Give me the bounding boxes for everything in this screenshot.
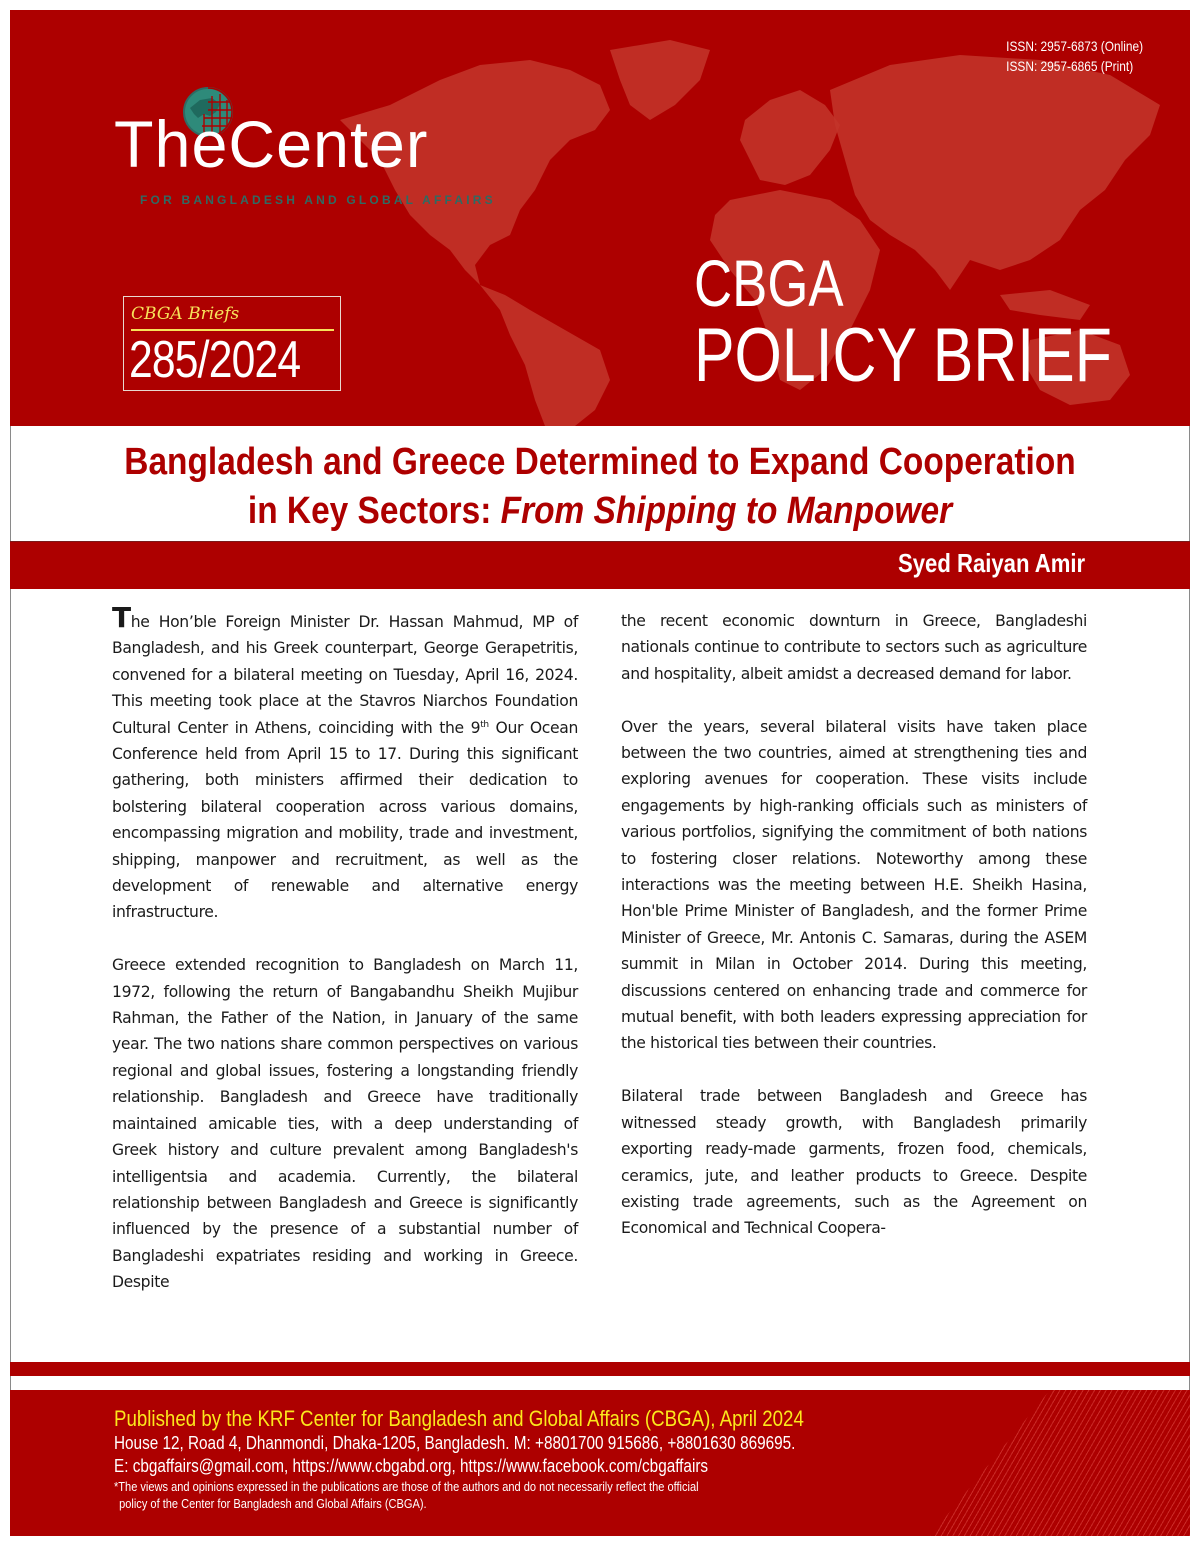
footer [10,1390,1190,1536]
disclaimer-line-1: *The views and opinions expressed in the publications are those of the authors and do not necessarily reflect the official [114,1479,699,1494]
left-column [112,601,578,1322]
issn-online: ISSN: 2957-6873 (Online) [1006,38,1143,54]
issn-info [1006,36,1143,76]
publisher-line: Published by the KRF Center for Bangladesh and Global Affairs (CBGA), April 2024 [114,1406,804,1431]
article-title [10,438,1190,536]
disclaimer-line-2: policy of the Center for Bangladesh and Global Affairs (CBGA). [119,1496,427,1511]
logo-subtitle: FOR BANGLADESH AND GLOBAL AFFAIRS [140,193,496,207]
paragraph: the recent economic downturn in Greece, Bangladeshi nationals continue to contribute to sectors such as agriculture and hospitality, albeit amidst a decreased demand for labor. [621,612,1087,683]
right-column [621,608,1087,1268]
header-banner [10,10,1190,426]
article-body [112,601,1087,1360]
publication-title-top: CBGA [694,246,844,320]
article-title-plain: in Key Sectors: [247,490,501,532]
publication-title-bottom: POLICY BRIEF [694,313,1112,398]
footer-divider-bar [10,1362,1190,1376]
brief-number-box [123,296,341,391]
footer-text [114,1406,1014,1512]
drop-cap: T [112,601,131,634]
paragraph: Bilateral trade between Bangladesh and Greece has witnessed steady growth, with Bangladesh primarily exporting ready-made garments, frozen food, chemicals, ceramics, jute, and leather products to Greece. Despite existing trade agreements, such as the Agreement on Economical and Technical Coopera- [621,1087,1087,1238]
brief-series-label: CBGA Briefs [131,304,240,324]
article-title-italic: From Shipping to Manpower [500,490,953,532]
article-title-line-1: Bangladesh and Greece Determined to Expand Cooperation [124,441,1076,483]
author-band [10,541,1190,589]
brief-number: 285/2024 [129,331,301,389]
address-line: House 12, Road 4, Dhanmondi, Dhaka-1205, Bangladesh. M: +8801700 915686, +8801630 869695. [114,1433,796,1453]
article-title-line-2 [81,487,1119,536]
paragraph: The Hon’ble Foreign Minister Dr. Hassan Mahmud, MP of Bangladesh, and his Greek counterpart, George Gerapetritis, convened for a bilateral meeting on Tuesday, April 16, 2024. This meeting took place at the Stavros Niarchos Foundation Cultural Center in Athens, coinciding with the 9th Our Ocean Conference held from April 15 to 17. During this significant gathering, both ministers affirmed their dedication to bolstering bilateral cooperation across various domains, encompassing migration and mobility, trade and investment, shipping, manpower and recruitment, as well as the development of renewable and alternative energy infrastructure. [112,601,578,922]
author-name: Syed Raiyan Amir [897,548,1085,578]
issn-print: ISSN: 2957-6865 (Print) [1006,58,1134,74]
contact-line: E: cbgaffairs@gmail.com, https://www.cbgabd.org, https://www.facebook.com/cbgaffairs [114,1456,709,1476]
paragraph: Over the years, several bilateral visits have taken place between the two countries, aimed at strengthening ties and exploring avenues for cooperation. These visits include engagements by high-ranking officials such as ministers of various portfolios, signifying the commitment of both nations to fostering closer relations. Noteworthy among these interactions was the meeting between H.E. Sheikh Hasina, Hon'ble Prime Minister of Bangladesh, and the former Prime Minister of Greece, Mr. Antonis C. Samaras, during the ASEM summit in Milan in October 2014. During this meeting, discussions centered on enhancing trade and commerce for mutual benefit, with both leaders expressing appreciation for the historical ties between their countries. [621,717,1087,1053]
paragraph: Greece extended recognition to Bangladesh on March 11, 1972, following the return of Bangabandhu Sheikh Mujibur Rahman, the Father of the Nation, in January of the same year. The two nations share common perspectives on various regional and global issues, fostering a longstanding friendly relationship. Bangladesh and Greece have traditionally maintained amicable ties, with a deep understanding of Greek history and culture prevalent among Bangladesh's intelligentsia and academia. Currently, the bilateral relationship between Bangladesh and Greece is significantly influenced by the presence of a substantial number of Bangladeshi expatriates residing and working in Greece. Despite [112,956,578,1292]
logo-wordmark: TheCenter [114,107,429,181]
